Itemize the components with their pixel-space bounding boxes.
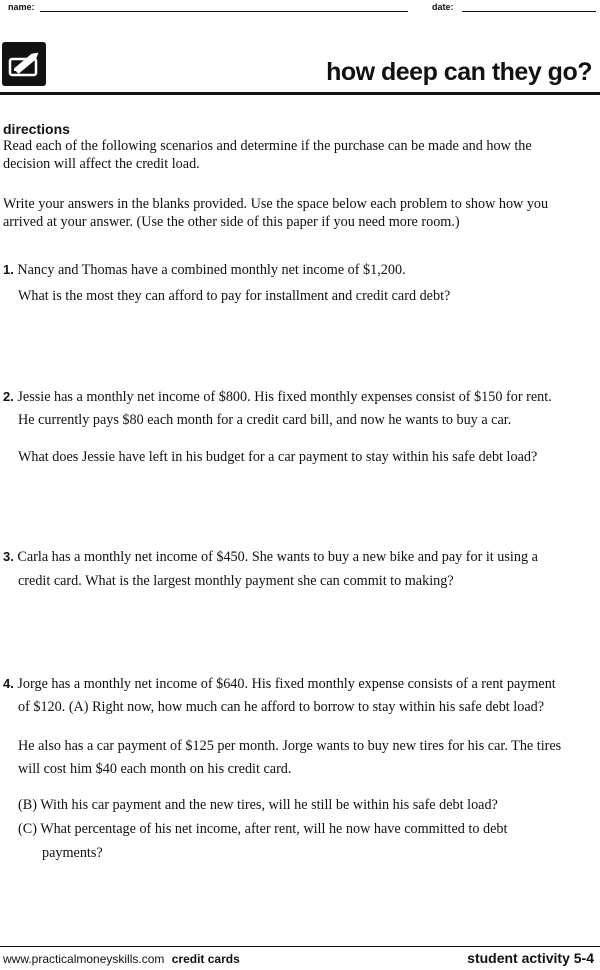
question-number: 4.	[3, 676, 14, 691]
footer-activity: student activity 5-4	[467, 950, 594, 966]
title-rule	[0, 92, 600, 95]
question-line: Jorge has a monthly net income of $640. His fixed monthly expense consists of a rent payment	[17, 676, 556, 692]
footer-url[interactable]: www.practicalmoneyskills.com	[3, 952, 165, 966]
question-line: credit card. What is the largest monthly payment she can commit to making?	[18, 573, 454, 589]
footer-left	[3, 952, 240, 966]
directions-heading: directions	[3, 121, 70, 137]
question-number: 1.	[3, 262, 14, 277]
question-line: of $120. (A) Right now, how much can he afford to borrow to stay within his safe debt load?	[18, 699, 545, 715]
directions-line: arrived at your answer. (Use the other side of this paper if you need more room.)	[3, 214, 460, 230]
question-line: will cost him $40 each month on his credit card.	[18, 761, 292, 777]
question-line: He also has a car payment of $125 per month. Jorge wants to buy new tires for his car. The tires	[18, 738, 562, 754]
name-label: name:	[8, 2, 35, 12]
question-number: 2.	[3, 389, 14, 404]
question-line: Carla has a monthly net income of $450. She wants to buy a new bike and pay for it using a	[17, 549, 538, 565]
question-line: What does Jessie have left in his budget for a car payment to stay within his safe debt load?	[18, 449, 538, 465]
footer-rule	[0, 946, 600, 947]
question-line: He currently pays $80 each month for a credit card bill, and now he wants to buy a car.	[18, 412, 512, 428]
name-field[interactable]	[40, 11, 408, 12]
question-number: 3.	[3, 549, 14, 564]
question-line: What is the most they can afford to pay for installment and credit card debt?	[18, 288, 451, 304]
directions-line: Read each of the following scenarios and determine if the purchase can be made and how the	[3, 138, 532, 154]
date-field[interactable]	[462, 11, 596, 12]
pencil-document-icon	[2, 42, 46, 86]
directions-line: Write your answers in the blanks provided. Use the space below each problem to show how you	[3, 196, 549, 212]
question-line: (C) What percentage of his net income, after rent, will he now have committed to debt	[18, 821, 508, 837]
question-line: Nancy and Thomas have a combined monthly net income of $1,200.	[17, 262, 406, 278]
page-title: how deep can they go?	[326, 58, 592, 86]
question-line: Jessie has a monthly net income of $800. His fixed monthly expenses consist of $150 for rent.	[17, 389, 552, 405]
question-line: (B) With his car payment and the new tires, will he still be within his safe debt load?	[18, 797, 498, 813]
question-2	[3, 388, 552, 406]
question-4	[3, 675, 556, 693]
directions-line: decision will affect the credit load.	[3, 156, 200, 172]
footer-section: credit cards	[171, 952, 240, 966]
question-line: payments?	[42, 845, 103, 861]
date-label: date:	[432, 2, 454, 12]
question-3	[3, 548, 538, 566]
question-1	[3, 261, 406, 279]
